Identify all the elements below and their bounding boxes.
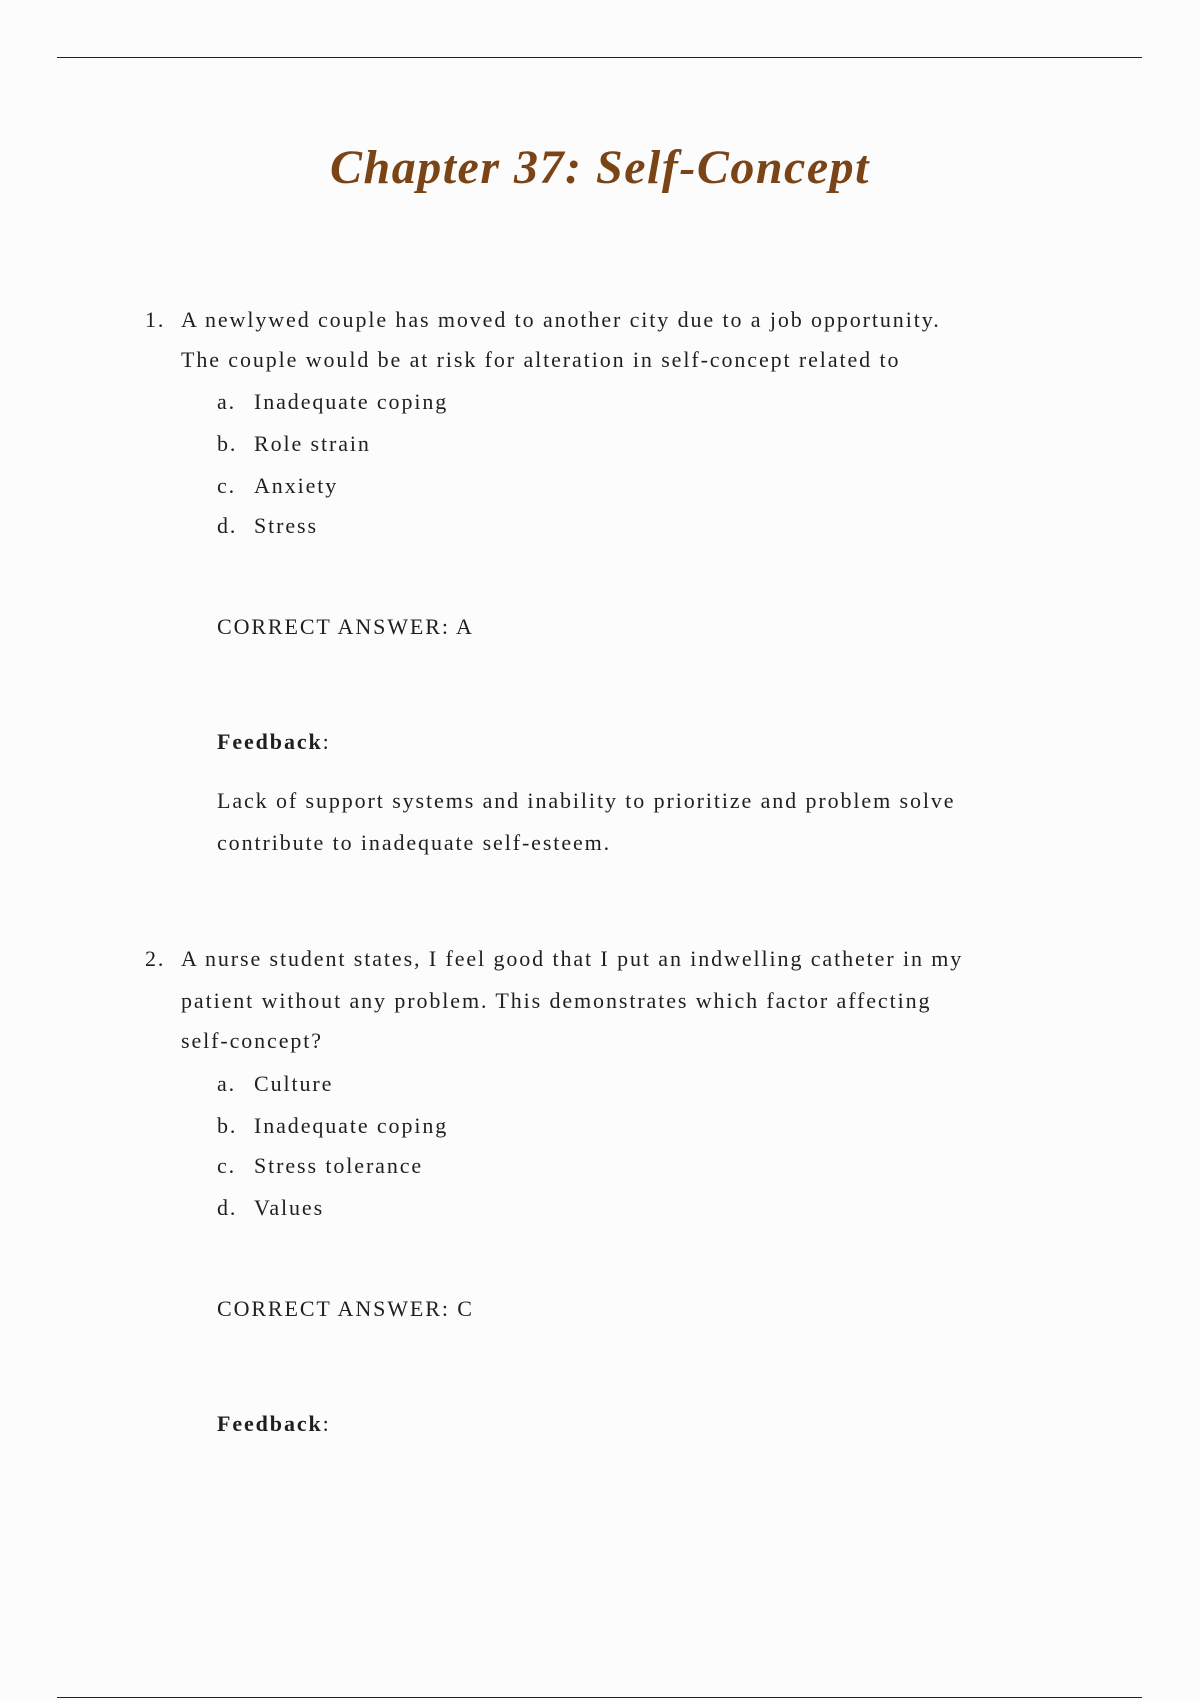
feedback-text-line: Lack of support systems and inability to prioritize and problem solve bbox=[217, 788, 956, 813]
option-letter: d. bbox=[217, 1195, 238, 1220]
question-stem-line: A nurse student states, I feel good that I put an indwelling catheter in my bbox=[181, 946, 964, 971]
question-number: 2. bbox=[145, 946, 166, 971]
question-stem-line: The couple would be at risk for alteration in self-concept related to bbox=[181, 347, 901, 372]
option-text: Stress bbox=[254, 513, 318, 538]
question-stem-line: patient without any problem. This demonstrates which factor affecting bbox=[181, 988, 932, 1013]
question-number: 1. bbox=[145, 307, 166, 332]
feedback-label: Feedback: bbox=[217, 729, 331, 754]
feedback-text-line: contribute to inadequate self-esteem. bbox=[217, 830, 612, 855]
top-rule bbox=[57, 57, 1142, 58]
option-letter: b. bbox=[217, 431, 238, 456]
option-text: Values bbox=[254, 1195, 325, 1220]
option-letter: a. bbox=[217, 389, 237, 414]
option-text: Inadequate coping bbox=[254, 389, 449, 414]
correct-answer: CORRECT ANSWER: A bbox=[217, 614, 474, 639]
option-letter: b. bbox=[217, 1113, 238, 1138]
feedback-label: Feedback: bbox=[217, 1411, 331, 1436]
question-stem-line: self-concept? bbox=[181, 1028, 323, 1053]
page-title: Chapter 37: Self-Concept bbox=[330, 141, 870, 194]
option-text: Inadequate coping bbox=[254, 1113, 449, 1138]
question-stem-line: A newlywed couple has moved to another city due to a job opportunity. bbox=[181, 307, 941, 332]
correct-answer: CORRECT ANSWER: C bbox=[217, 1296, 474, 1321]
option-text: Stress tolerance bbox=[254, 1153, 424, 1178]
option-letter: c. bbox=[217, 1153, 237, 1178]
option-text: Anxiety bbox=[254, 473, 339, 498]
option-text: Role strain bbox=[254, 431, 371, 456]
option-letter: c. bbox=[217, 473, 237, 498]
option-letter: d. bbox=[217, 513, 238, 538]
option-text: Culture bbox=[254, 1071, 334, 1096]
bottom-rule bbox=[57, 1697, 1142, 1698]
option-letter: a. bbox=[217, 1071, 237, 1096]
